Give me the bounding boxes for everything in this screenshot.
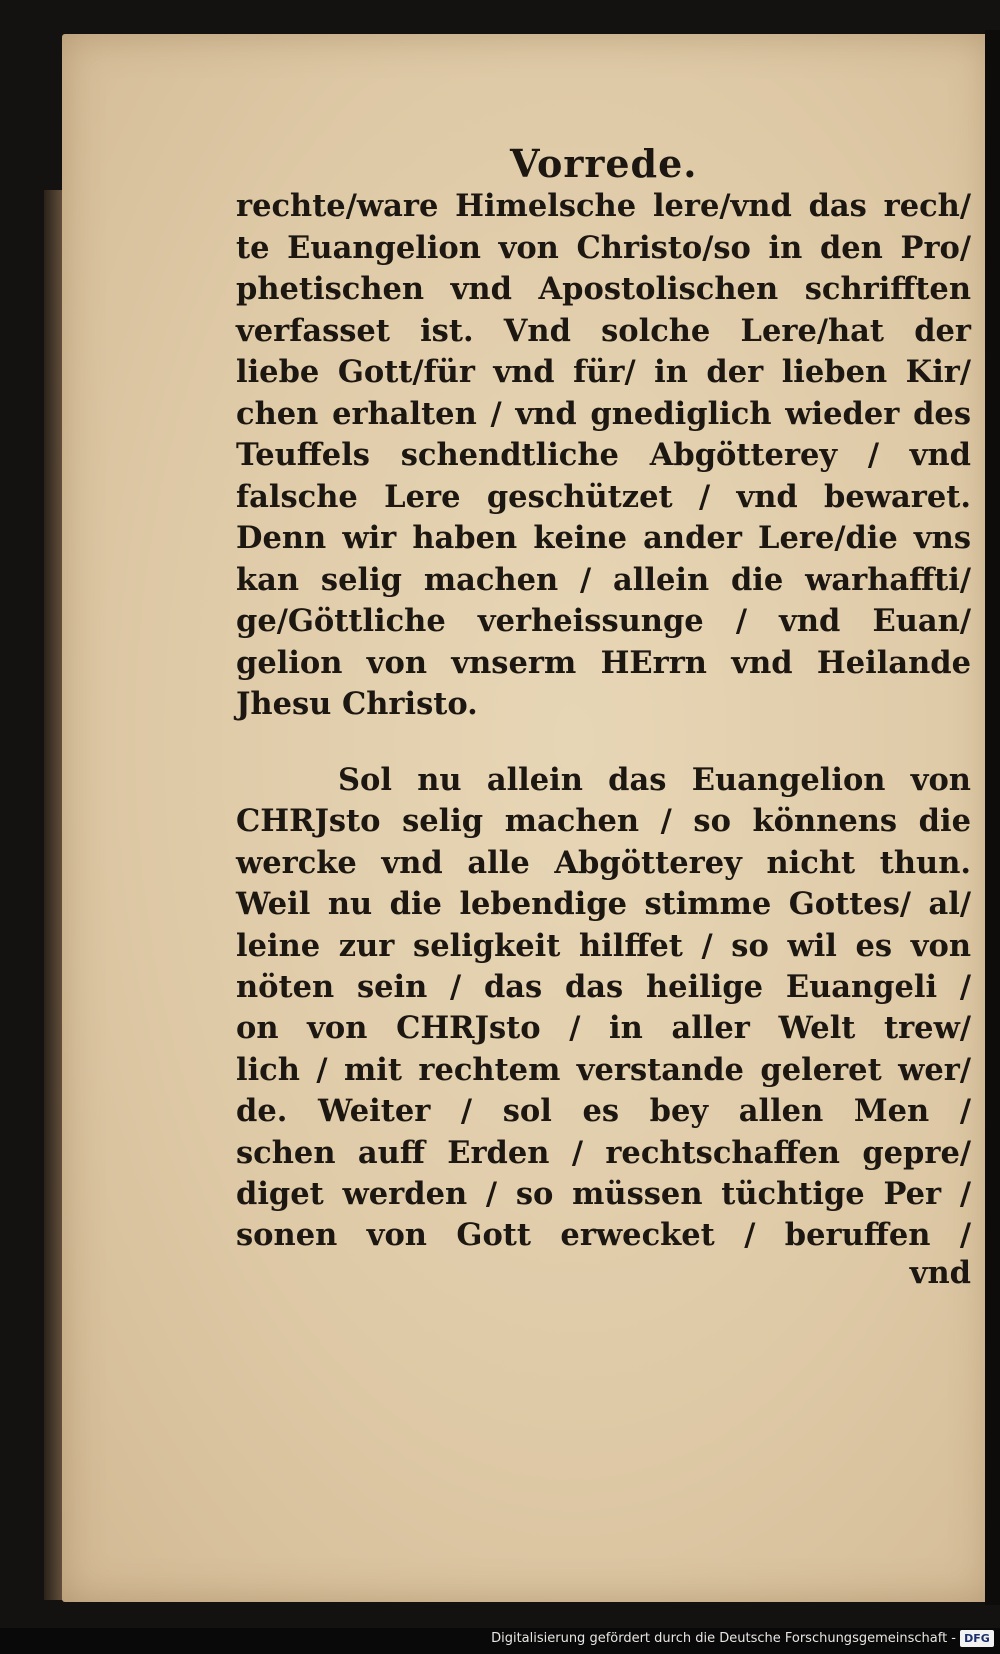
text-line: liebe Gott/für vnd für/ in der lieben Kir/: [236, 354, 971, 390]
text-line: kan selig machen / allein die warhaffti/: [236, 561, 971, 598]
text-line: lich / mit rechtem verstande geleret wer/: [236, 1051, 971, 1088]
text-line: de. Weiter / sol es bey allen Men /: [236, 1093, 971, 1130]
text-line: rechte/ware Himelsche lere/vnd das rech/: [236, 188, 971, 224]
page-right-shadow: [985, 30, 1000, 1605]
text-line: Weil nu die lebendige stimme Gottes/ al/: [236, 886, 971, 923]
text-line: phetischen vnd Apostolischen schrifften: [236, 271, 971, 307]
text-line: CHRJsto selig machen / so könnens die: [236, 803, 971, 840]
dfg-logo: DFG: [960, 1630, 994, 1647]
text-line: Sol nu allein das Euangelion von: [338, 762, 971, 798]
text-line: leine zur seligkeit hilffet / so wil es von: [236, 927, 971, 964]
text-line: Teuffels schendtliche Abgötterey / vnd: [236, 437, 971, 473]
catchword: vnd: [909, 1255, 971, 1291]
text-line: on von CHRJsto / in aller Welt trew/: [236, 1010, 971, 1047]
text-line: diget werden / so müssen tüchtige Per /: [236, 1176, 971, 1212]
text-line: gelion von vnserm HErrn vnd Heilande: [236, 644, 971, 681]
digitization-credit: Digitalisierung gefördert durch die Deutsche Forschungsgemeinschaft -: [491, 1631, 956, 1646]
text-line: falsche Lere geschützet / vnd bewaret.: [236, 478, 971, 515]
text-line: ge/Göttliche verheissunge / vnd Euan/: [236, 603, 971, 639]
text-line: te Euangelion von Christo/so in den Pro/: [236, 229, 971, 266]
text-line: wercke vnd alle Abgötterey nicht thun.: [236, 844, 971, 881]
text-line: chen erhalten / vnd gnediglich wieder des: [236, 395, 971, 432]
running-head: Vorrede.: [510, 141, 698, 186]
text-line: verfasset ist. Vnd solche Lere/hat der: [236, 312, 971, 349]
text-line: Denn wir haben keine ander Lere/die vns: [236, 520, 971, 556]
text-line: nöten sein / das das heilige Euangeli /: [236, 969, 971, 1005]
text-line: sonen von Gott erwecket / beruffen /: [236, 1217, 971, 1254]
text-line: Jhesu Christo.: [236, 686, 478, 722]
text-line: schen auff Erden / rechtschaffen gepre/: [236, 1134, 971, 1171]
